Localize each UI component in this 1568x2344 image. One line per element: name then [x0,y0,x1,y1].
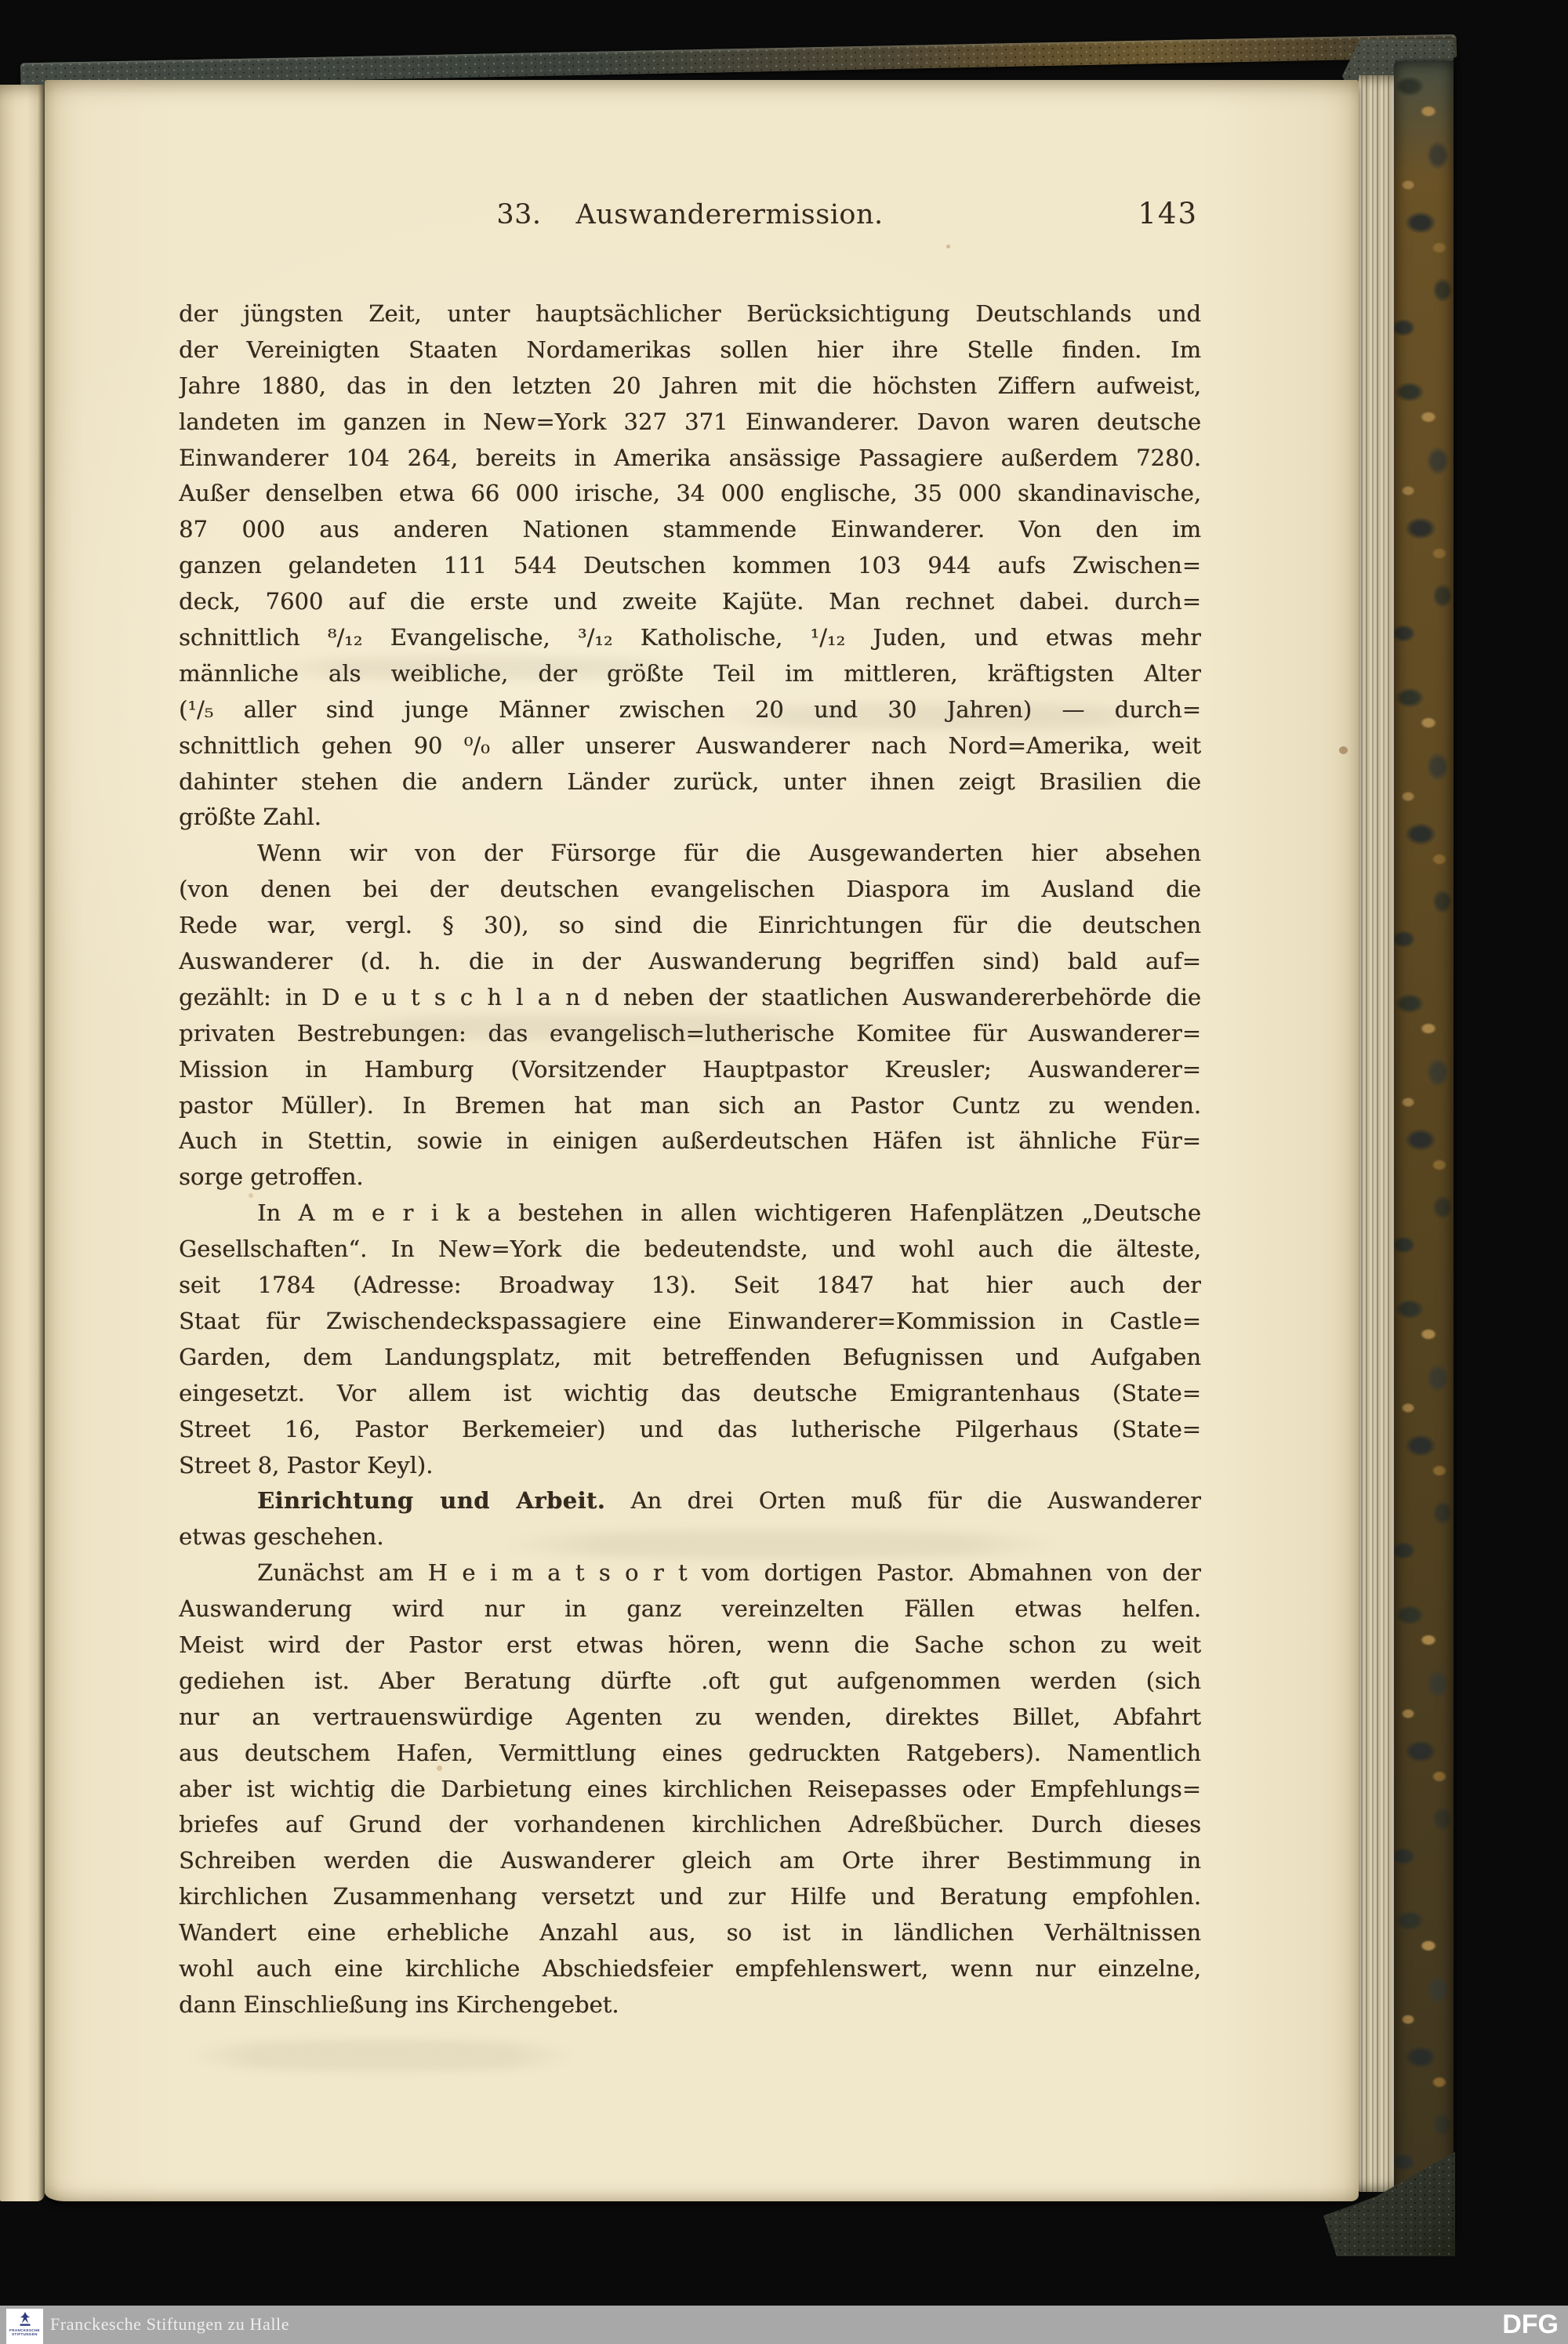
text-line: der jüngsten Zeit, unter hauptsächlicher Berücksichtigung Deutschlands und [179,300,1201,327]
text-line: männliche als weibliche, der größte Teil im mittleren, kräftigsten Alter [179,659,1201,687]
text-line: gezählt: in D e u t s c h l a n d neben der staatlichen Auswandererbehörde die [179,983,1201,1011]
text-line: Einwanderer 104 264, bereits in Amerika ansässige Passagiere außerdem 7280. [179,444,1201,471]
book-cover-marbled-edge [1394,61,1454,2242]
text-line: pastor Müller). In Bremen hat man sich an Pastor Cuntz zu wenden. [179,1091,1201,1119]
text-line: Rede war, vergl. § 30), so sind die Einrichtungen für die deutschen [179,912,1201,939]
institution-name: Franckesche Stiftungen zu Halle [50,2314,290,2334]
foxing-spot [1339,746,1348,754]
ink-bleed-smudge [186,2040,578,2071]
text-line: aber ist wichtig die Darbietung eines kirchlichen Reisepasses oder Empfehlungs= [179,1775,1201,1802]
adjacent-page-edge [0,85,45,2201]
logo-caption-line: FRANCKESCHE [9,2328,40,2332]
logo-caption-line: STIFTUNGEN [12,2332,38,2336]
text-line: Staat für Zwischendeckspassagiere eine Einwanderer=Kommission in Castle= [179,1307,1201,1334]
body-text [179,296,1201,2023]
text-line: eingesetzt. Vor allem ist wichtig das deutsche Emigrantenhaus (State= [179,1379,1201,1406]
text-line: Wandert eine erhebliche Anzahl aus, so ist in ländlichen Verhältnissen [179,1919,1201,1947]
viewer-footer-bar [0,2306,1568,2344]
text-line: briefes auf Grund der vorhandenen kirchlichen Adreßbücher. Durch dieses [179,1811,1201,1838]
text-line: Meist wird der Pastor erst etwas hören, wenn die Sache schon zu weit [179,1631,1201,1658]
book-page [45,80,1359,2201]
text-line: seit 1784 (Adresse: Broadway 13). Seit 1847 hat hier auch der [179,1272,1201,1299]
book-cover-top-edge [20,34,1457,87]
foxing-spot [946,245,950,249]
text-line: gediehen ist. Aber Beratung dürfte .oft gut aufgenommen werden (sich [179,1667,1201,1694]
text-line: Einrichtung und Arbeit. An drei Orten muß für die Auswanderer [257,1487,1201,1515]
text-line: Jahre 1880, das in den letzten 20 Jahren mit die höchsten Ziffern aufweist, [179,372,1201,399]
text-line: schnittlich ⁸/₁₂ Evangelische, ³/₁₂ Katholische, ¹/₁₂ Juden, und etwas mehr [179,624,1201,651]
text-line: wohl auch eine kirchliche Abschiedsfeier empfehlenswert, wenn nur einzelne, [179,1954,1201,1982]
franckesche-stiftungen-logo [6,2309,43,2344]
text-line: (von denen bei der deutschen evangelischen Diaspora im Ausland die [179,876,1201,903]
text-line: ganzen gelandeten 111 544 Deutschen kommen 103 944 aufs Zwischen= [179,552,1201,579]
running-head [179,199,1201,230]
text-line: sorge getroffen. [179,1163,364,1191]
text-line: In A m e r i k a bestehen in allen wichtigeren Hafenplätzen „Deutsche [257,1199,1201,1227]
page-header [179,199,1201,240]
text-line: (¹/₅ aller sind junge Männer zwischen 20 und 30 Jahren) — durch= [179,695,1201,723]
text-line: dahinter stehen die andern Länder zurück, unter ihnen zeigt Brasilien die [179,767,1201,795]
logo-caption [9,2328,40,2336]
text-line: Auswanderung wird nur in ganz vereinzelten Fällen etwas helfen. [179,1595,1201,1623]
text-line: Garden, dem Landungsplatz, mit betreffenden Befugnissen und Aufgaben [179,1343,1201,1370]
text-line: Wenn wir von der Fürsorge für die Ausgewanderten hier absehen [257,840,1201,867]
text-line: etwas geschehen. [179,1523,384,1551]
text-line: 87 000 aus anderen Nationen stammende Einwanderer. Von den im [179,516,1201,543]
text-line: Außer denselben etwa 66 000 irische, 34 000 englische, 35 000 skandinavische, [179,480,1201,507]
text-line: Gesellschaften“. In New=York die bedeutendste, und wohl auch die älteste, [179,1235,1201,1263]
text-line: Auch in Stettin, sowie in einigen außerdeutschen Häfen ist ähnliche Für= [179,1127,1201,1155]
page-stack-edge [1359,75,1394,2192]
text-line: dann Einschließung ins Kirchengebet. [179,1990,619,2018]
text-line: landeten im ganzen in New=York 327 371 Einwanderer. Davon waren deutsche [179,408,1201,435]
section-number: 33. [496,199,542,230]
text-line: Street 8, Pastor Keyl). [179,1451,434,1479]
text-line: aus deutschem Hafen, Vermittlung eines gedruckten Ratgebers). Namentlich [179,1739,1201,1766]
text-line: der Vereinigten Staaten Nordamerikas sollen hier ihre Stelle finden. Im [179,336,1201,363]
text-line: Street 16, Pastor Berkemeier) und das lutherische Pilgerhaus (State= [179,1415,1201,1442]
dfg-logo: DFG [1502,2310,1559,2339]
text-line: Auswanderer (d. h. die in der Auswanderung begriffen sind) bald auf= [179,948,1201,975]
section-title: Auswanderermission. [575,199,884,230]
page-number: 143 [1138,197,1198,230]
text-line: nur an vertrauenswürdige Agenten zu wenden, direktes Billet, Abfahrt [179,1703,1201,1730]
text-line: deck, 7600 auf die erste und zweite Kajüte. Man rechnet dabei. durch= [179,588,1201,615]
text-line: Schreiben werden die Auswanderer gleich am Orte ihrer Bestimmung in [179,1847,1201,1874]
text-line: Zunächst am H e i m a t s o r t vom dortigen Pastor. Abmahnen von der [257,1559,1201,1587]
text-line: Mission in Hamburg (Vorsitzender Hauptpastor Kreusler; Auswanderer= [179,1055,1201,1083]
text-line: größte Zahl. [179,804,321,831]
text-line: schnittlich gehen 90 ⁰/₀ aller unserer Auswanderer nach Nord=Amerika, weit [179,731,1201,759]
text-line: privaten Bestrebungen: das evangelisch=lutherische Komitee für Auswanderer= [179,1019,1201,1047]
text-line: kirchlichen Zusammenhang versetzt und zur Hilfe und Beratung empfohlen. [179,1883,1201,1910]
eagle-emblem-icon [16,2310,34,2328]
